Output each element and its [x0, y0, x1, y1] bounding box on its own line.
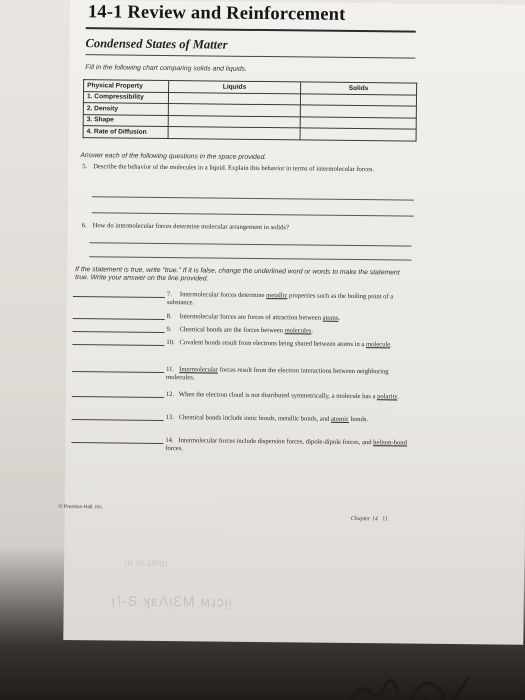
title-rule — [86, 27, 416, 32]
statement-text: forces. — [165, 445, 184, 453]
underlined-term: atoms — [322, 314, 339, 322]
statement-14 — [165, 437, 415, 456]
comparison-table — [83, 79, 418, 141]
answer-line[interactable] — [92, 196, 414, 200]
section-subtitle: Condensed States of Matter — [85, 36, 228, 52]
answer-blank-13[interactable] — [72, 419, 164, 421]
question-number: 5. — [82, 163, 88, 171]
statement-text: bonds. — [348, 415, 369, 424]
statement-text: . — [397, 393, 399, 401]
chapter-label: Chapter 14 — [350, 515, 378, 523]
page-number: 11 — [382, 516, 389, 523]
statement-number: 7. — [166, 291, 172, 299]
answer-blank-11[interactable] — [72, 371, 164, 373]
statement-10 — [166, 339, 416, 350]
statement-text: Chemical bonds include ionic bonds, metallic bonds, and — [178, 414, 332, 423]
liquids-cell[interactable] — [168, 127, 300, 140]
question-text: Describe the behavior of the molecules in a liquid. Explain this behavior in terms of intermolecular forces. — [93, 163, 375, 174]
subtitle-rule — [85, 54, 415, 58]
pen-doodle-icon — [340, 662, 480, 700]
answer-blank-7[interactable] — [73, 296, 165, 298]
statement-text: Chemical bonds are the forces between — [179, 326, 285, 335]
statement-text: Intermolecular forces include dispersion forces, dipole-dipole forces, and — [178, 437, 374, 447]
worksheet-page — [58, 0, 525, 645]
row-label: 1. Compressibility — [83, 91, 168, 103]
statement-number: 9. — [166, 326, 172, 334]
statement-text: properties such as the boiling point of a substance. — [166, 292, 394, 307]
statement-text: When the electron cloud is not distributed symmetrically, a molecule has a — [178, 391, 378, 401]
statement-number: 11. — [166, 366, 175, 374]
page-footer — [351, 516, 389, 522]
true-false-instruction: If the statement is true, write "true." If it is false, change the underlined word or words to make the statement true. Write your answer on the line provided. — [75, 266, 400, 283]
answer-line[interactable] — [89, 256, 411, 260]
statement-11 — [166, 366, 416, 385]
table-row — [83, 126, 416, 141]
statement-8 — [167, 313, 417, 324]
table-header-cell: Solids — [300, 82, 416, 95]
underlined-term: polarity — [377, 393, 398, 401]
bleed-through-text: ɯ ʇo ɹɹɐɯ — [124, 556, 168, 570]
answer-blank-12[interactable] — [72, 396, 164, 398]
statement-number: 10. — [166, 339, 175, 347]
statement-number: 12. — [165, 391, 175, 399]
answer-blank-10[interactable] — [72, 344, 164, 346]
statement-9 — [167, 326, 417, 337]
statement-text: Covalent bonds result from electrons being shared between atoms in a — [179, 339, 367, 349]
page-title: 14-1 Review and Reinforcement — [87, 2, 346, 25]
bleed-through-text: ᴉ˥-S ʞᴇΛᴉƐM ᴍɹɔᴉᴉ — [111, 592, 233, 610]
statement-text: . — [338, 314, 341, 322]
statement-number: 13. — [165, 414, 174, 422]
table-header-cell: Liquids — [169, 81, 301, 94]
answer-line[interactable] — [92, 212, 414, 216]
underlined-term: atomic — [330, 415, 349, 423]
statement-number: 14. — [165, 437, 174, 445]
statement-number: 8. — [166, 313, 172, 321]
statement-13 — [166, 414, 416, 425]
question-text: How do intermolecular forces determine molecular arrangement in solids? — [92, 222, 289, 232]
chart-instruction: Fill in the following chart comparing solids and liquids. — [85, 64, 248, 73]
row-label: 3. Shape — [83, 114, 168, 126]
solids-cell[interactable] — [300, 128, 416, 141]
question-number: 6. — [81, 222, 87, 230]
statement-7 — [167, 291, 417, 310]
questions-instruction: Answer each of the following questions in the space provided. — [80, 152, 267, 162]
underlined-term: molecule — [365, 341, 391, 349]
row-label: 2. Density — [83, 103, 168, 115]
answer-blank-9[interactable] — [73, 331, 165, 333]
answer-line[interactable] — [89, 242, 411, 246]
answer-blank-14[interactable] — [71, 442, 163, 444]
row-label: 4. Rate of Diffusion — [83, 126, 168, 138]
table-header-cell: Physical Property — [84, 80, 169, 92]
underlined-term: Intermolecular — [179, 366, 218, 374]
publisher-credit: © Prentice-Hall, Inc. — [58, 503, 104, 511]
underlined-term: metallic — [266, 292, 288, 300]
statement-text: . — [390, 341, 392, 349]
statement-12 — [166, 391, 416, 402]
underlined-term: helium-bond — [373, 439, 407, 447]
statement-text: forces result from the electron interactions between neighboring molecules. — [166, 366, 389, 382]
statement-text: . — [311, 327, 314, 335]
statement-text: Intermolecular forces determine — [179, 291, 267, 300]
underlined-term: molecules — [284, 327, 312, 335]
question-6 — [82, 222, 417, 234]
statement-text: Intermolecular forces are forces of attraction between — [179, 313, 323, 322]
answer-blank-8[interactable] — [73, 318, 165, 320]
question-5 — [82, 163, 417, 175]
